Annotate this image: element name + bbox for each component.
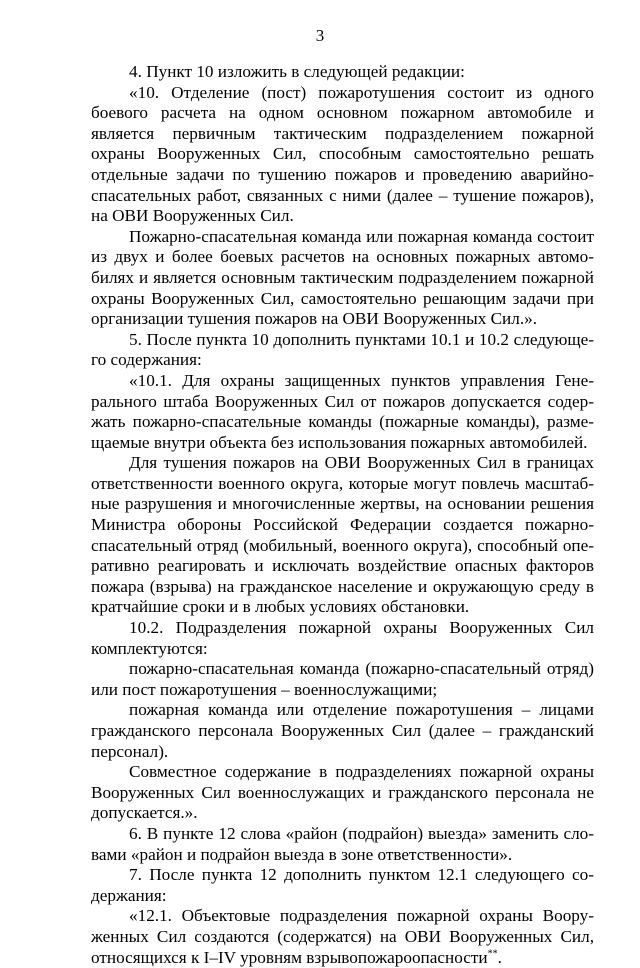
- paragraph-item-7: 7. После пункта 12 дополнить пунктом 12.1 следующего содержания:: [91, 865, 594, 905]
- paragraph-item-10-definition: «10. Отделение (пост) пожаротушения состоит из одного боевого расчета на одном основном пожарном автомобиле и является первичным тактическим подразделением пожарной охраны Вооруженных Сил, способным самостоятельно решать отдельные задачи по тушению пожаров и проведению аварийно-спасательных работ, связанных с ними (далее – тушение пожаров), на ОВИ Вооруженных Сил.: [91, 82, 594, 226]
- paragraph-item-4: 4. Пункт 10 изложить в следующей редакции:: [129, 62, 465, 81]
- paragraph-military-staffing: пожарно-спасательная команда (пожарно-спасательный отряд) или пост пожаротушения – военнослужащими;: [91, 659, 594, 699]
- paragraph-item-12-1-end: .: [497, 947, 502, 967]
- paragraph-item-5: 5. После пункта 10 дополнить пунктами 10.1 и 10.2 следующего содержания:: [91, 329, 594, 370]
- paragraph-mobile-detachment: Для тушения пожаров на ОВИ Вооруженных Сил в границах ответственности военного округа, которые могут повлечь масштабные разрушения и многочисленные жертвы, на основании решения Министра обороны Российской Федерации создается пожарно-спасательный отряд (мобильный, военного округа), способный оперативно реагировать и исключать воздействие опасных факторов пожара (взрыва) на гражданское население и окружающую среду в кратчайшие сроки и в любых условиях обстановки.: [91, 453, 594, 617]
- paragraph-item-10-1: «10.1. Для охраны защищенных пунктов управления Генерального штаба Вооруженных Сил от пожаров допускается содержать пожарно-спасательные команды (пожарные команды), размещаемые внутри объекта без использования пожарных автомобилей.: [91, 370, 594, 452]
- paragraph-fire-rescue-team: Пожарно-спасательная команда или пожарная команда состоит из двух и более боевых расчетов на основных пожарных автомобилях и является основным тактическим подразделением пожарной охраны Вооруженных Сил, самостоятельно решающим задачи при организации тушения пожаров на ОВИ Вооруженных Сил.».: [91, 226, 594, 329]
- paragraph-item-6: 6. В пункте 12 слова «район (подрайон) выезда» заменить словами «район и подрайон выезда в зоне ответственности».: [91, 823, 594, 864]
- paragraph-item-10-2: 10.2. Подразделения пожарной охраны Вооруженных Сил комплектуются:: [91, 618, 594, 658]
- paragraph-item-12-1-text: «12.1. Объектовые подразделения пожарной охраны Вооруженных Сил создаются (содержатся) на ОВИ Вооруженных Сил, относящихся к I–IV уровням взрывопожароопасности: [91, 906, 594, 967]
- footnote-mark: **: [487, 947, 498, 959]
- paragraph-item-12-1: [91, 906, 594, 968]
- paragraph-joint-staffing: Совместное содержание в подразделениях пожарной охраны Вооруженных Сил военнослужащих и гражданского персонала не допускается.».: [91, 762, 594, 823]
- document-body: [91, 62, 594, 968]
- paragraph-civilian-staffing: пожарная команда или отделение пожаротушения – лицами гражданского персонала Вооруженных Сил (далее – гражданский персонал).: [91, 700, 594, 761]
- page-number: 3: [315, 26, 325, 45]
